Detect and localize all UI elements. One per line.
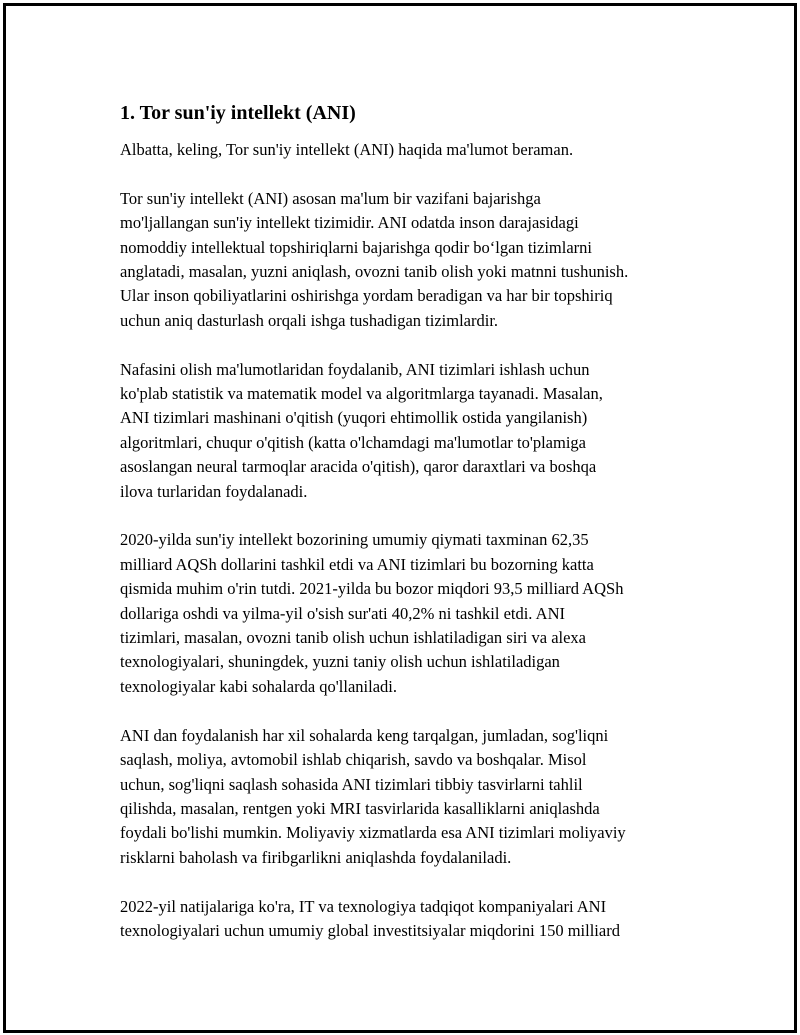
text-line: uchun, sog'liqni saqlash sohasida ANI tizimlari tibbiy tasvirlarni tahlil (120, 774, 583, 794)
document-body (120, 100, 705, 968)
text-line: saqlash, moliya, avtomobil ishlab chiqarish, savdo va boshqalar. Misol (120, 750, 587, 770)
paragraph-methods (120, 358, 705, 504)
text-line: 2022-yil natijalariga ko'ra, IT va texnologiya tadqiqot kompaniyalari ANI (120, 896, 607, 916)
text-line: ilova turlaridan foydalanadi. (120, 481, 308, 501)
text-line: texnologiyalari uchun umumiy global investitsiyalar miqdorini 150 milliard (120, 920, 620, 940)
paragraph-investment (120, 895, 705, 944)
text-line: ANI tizimlari mashinani o'qitish (yuqori ehtimollik ostida yangilanish) (120, 408, 588, 428)
text-line: 2020-yilda sun'iy intellekt bozorining umumiy qiymati taxminan 62,35 (120, 530, 589, 550)
text-line: asoslangan neural tarmoqlar aracida o'qitish), qaror daraxtlari va boshqa (120, 457, 597, 477)
paragraph-market (120, 528, 705, 699)
text-line: dollariga oshdi va yilma-yil o'sish sur'ati 40,2% ni tashkil etdi. ANI (120, 603, 565, 623)
text-line: anglatadi, masalan, yuzni aniqlash, ovozni tanib olish yoki matnni tushunish. (120, 262, 629, 282)
text-line: nomoddiy intellektual topshiriqlarni bajarishga qodir bo‘lgan tizimlarni (120, 237, 592, 257)
text-line: milliard AQSh dollarini tashkil etdi va ANI tizimlari bu bozorning katta (120, 554, 594, 574)
section-heading: 1. Tor sun'iy intellekt (ANI) (120, 102, 356, 124)
text-line: tizimlari, masalan, ovozni tanib olish uchun ishlatiladigan siri va alexa (120, 628, 587, 648)
text-line: Albatta, keling, Tor sun'iy intellekt (ANI) haqida ma'lumot beraman. (120, 140, 574, 159)
text-line: qilishda, masalan, rentgen yoki MRI tasvirlarida kasalliklarni aniqlashda (120, 798, 600, 818)
document-page (3, 3, 797, 1033)
paragraph-intro (120, 138, 705, 162)
text-line: ANI dan foydalanish har xil sohalarda keng tarqalgan, jumladan, sog'liqni (120, 725, 609, 745)
text-line: risklarni baholash va firibgarlikni aniqlashda foydalaniladi. (120, 847, 512, 867)
text-line: qismida muhim o'rin tutdi. 2021-yilda bu bozor miqdori 93,5 milliard AQSh (120, 579, 624, 599)
text-line: ko'plab statistik va matematik model va algoritmlarga tayanadi. Masalan, (120, 384, 603, 404)
paragraph-definition (120, 187, 705, 333)
text-line: algoritmlari, chuqur o'qitish (katta o'lchamdagi ma'lumotlar to'plamiga (120, 432, 586, 452)
paragraph-applications (120, 724, 705, 870)
text-line: Tor sun'iy intellekt (ANI) asosan ma'lum bir vazifani bajarishga (120, 188, 541, 208)
text-line: texnologiyalari, shuningdek, yuzni taniy olish uchun ishlatiladigan (120, 652, 560, 672)
text-line: mo'ljallangan sun'iy intellekt tizimidir. ANI odatda inson darajasidagi (120, 213, 579, 233)
text-line: texnologiyalar kabi sohalarda qo'llaniladi. (120, 676, 397, 696)
text-line: Nafasini olish ma'lumotlaridan foydalanib, ANI tizimlari ishlash uchun (120, 359, 590, 379)
text-line: uchun aniq dasturlash orqali ishga tushadigan tizimlardir. (120, 310, 499, 330)
text-line: Ular inson qobiliyatlarini oshirishga yordam beradigan va har bir topshiriq (120, 286, 613, 306)
text-line: foydali bo'lishi mumkin. Moliyaviy xizmatlarda esa ANI tizimlari moliyaviy (120, 823, 626, 843)
